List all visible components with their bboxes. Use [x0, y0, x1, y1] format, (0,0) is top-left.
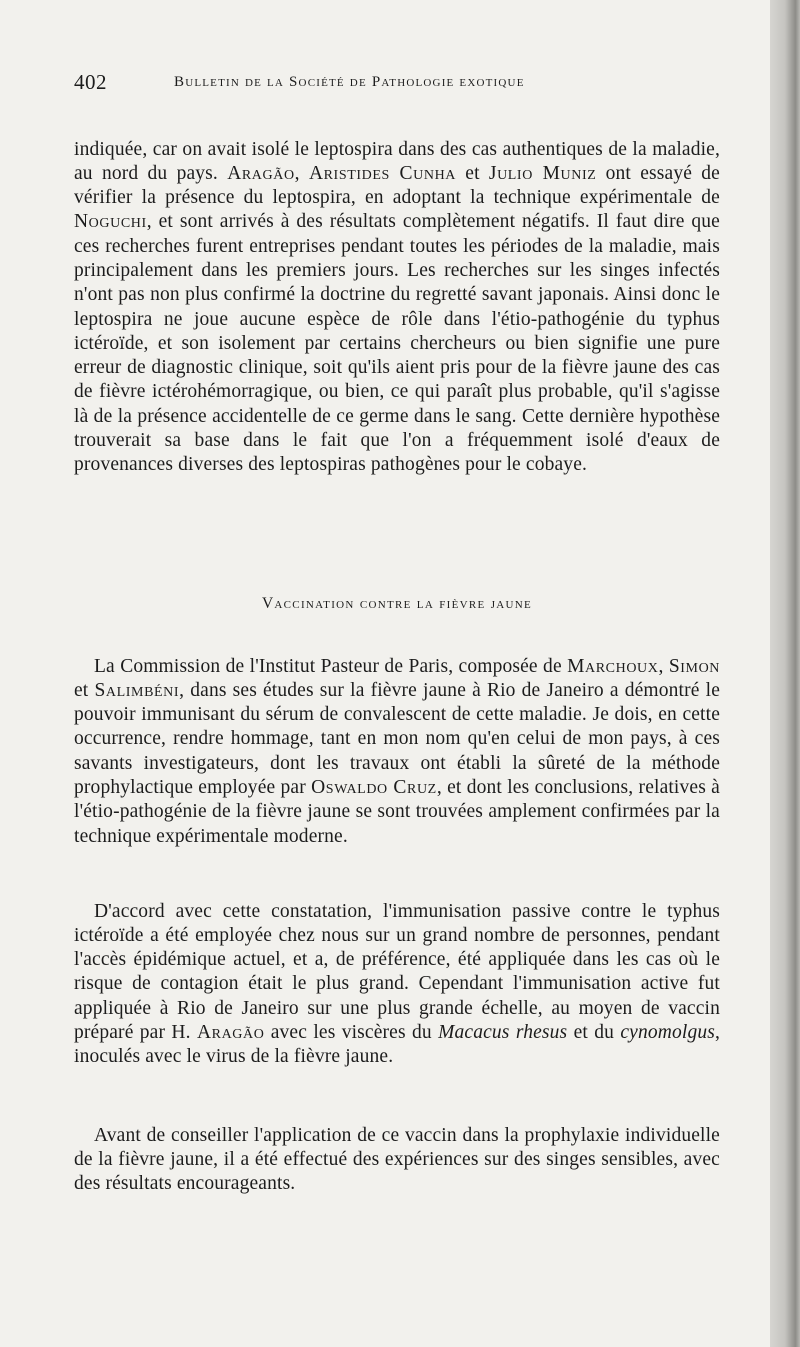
- author-name: Julio Muniz: [488, 162, 597, 184]
- species-name: Macacus rhesus: [438, 1021, 568, 1043]
- author-name: Simon: [668, 655, 720, 677]
- running-title: Bulletin de la Société de Pathologie exotique: [174, 74, 525, 90]
- section-heading: Vaccination contre la fièvre jaune: [261, 595, 533, 612]
- author-name: Oswaldo Cruz: [311, 776, 437, 798]
- species-name: cynomolgus: [620, 1021, 715, 1043]
- author-name: Aristides Cunha: [308, 162, 457, 184]
- paragraph-commission: La Commission de l'Institut Pasteur de Paris, composée de Marchoux, Simon et Salimbéni, dans ses études sur la fièvre jaune à Rio de Janeiro a démontré le pouvoir immunisant du sérum de convalescent de cette maladie. Je dois, en cette occurrence, rendre hommage, tant en mon nom qu'en celui de mon pays, à ces savants investigateurs, dont les travaux ont établi la sûreté de la méthode prophylactique employée par Oswaldo Cruz, et dont les conclusions, relatives à l'étio-pathogénie de la fièvre jaune se sont trouvées amplement confirmées par la technique expérimentale moderne.: [74, 655, 720, 847]
- author-name: Noguchi: [74, 211, 147, 233]
- paragraph-leptospira: indiquée, car on avait isolé le leptospira dans des cas authentiques de la maladie, au nord du pays. Aragão, Aristides Cunha et Julio Muniz ont essayé de vérifier la présence du leptospira, en adoptant la technique expérimentale de Noguchi, et sont arrivés à des résultats complètement négatifs. Il faut dire que ces recherches furent entreprises pendant toutes les périodes de la maladie, mais principalement dans les premiers jours. Les recherches sur les singes infectés n'ont pas non plus confirmé la doctrine du regretté savant japonais. Ainsi donc le leptospira ne joue aucune espèce de rôle dans l'étio-pathogénie du typhus ictéroïde, et son isolement par certains chercheurs ou bien signifie une pure erreur de diagnostic clinique, soit qu'ils aient pris pour de la fièvre jaune des cas de fièvre ictérohémorragique, ou bien, ce qui paraît plus probable, qu'il s'agisse là de la présence accidentelle de ce germe dans le sang. Cette dernière hypothèse trouverait sa base dans le fait que l'on a fréquemment isolé d'eaux de provenances diverses des leptospiras pathogènes pour le cobaye.: [74, 138, 720, 476]
- page-edge-shadow: [770, 0, 800, 1347]
- page-number: 402: [74, 70, 107, 94]
- author-name: Aragão: [196, 1021, 265, 1043]
- author-name: Marchoux: [567, 655, 659, 677]
- paragraph-vaccine: Avant de conseiller l'application de ce vaccin dans la prophylaxie individuelle de la fièvre jaune, il a été effectué des expériences sur des singes sensibles, avec des résultats encourageants.: [74, 1124, 720, 1195]
- paragraph-immunisation: D'accord avec cette constatation, l'immunisation passive contre le typhus ictéroïde a été employée chez nous sur un grand nombre de personnes, pendant l'accès épidémique actuel, et a, de préférence, été appliquée dans les cas où le risque de contagion était le plus grand. Cependant l'immunisation active fut appliquée à Rio de Janeiro sur une plus grande échelle, au moyen de vaccin préparé par H. Aragão avec les viscères du Macacus rhesus et du cynomolgus, inoculés avec le virus de la fièvre jaune.: [74, 900, 721, 1068]
- page-header: [74, 70, 734, 104]
- author-name: Aragão: [227, 162, 295, 184]
- author-name: Salimbéni: [94, 679, 180, 701]
